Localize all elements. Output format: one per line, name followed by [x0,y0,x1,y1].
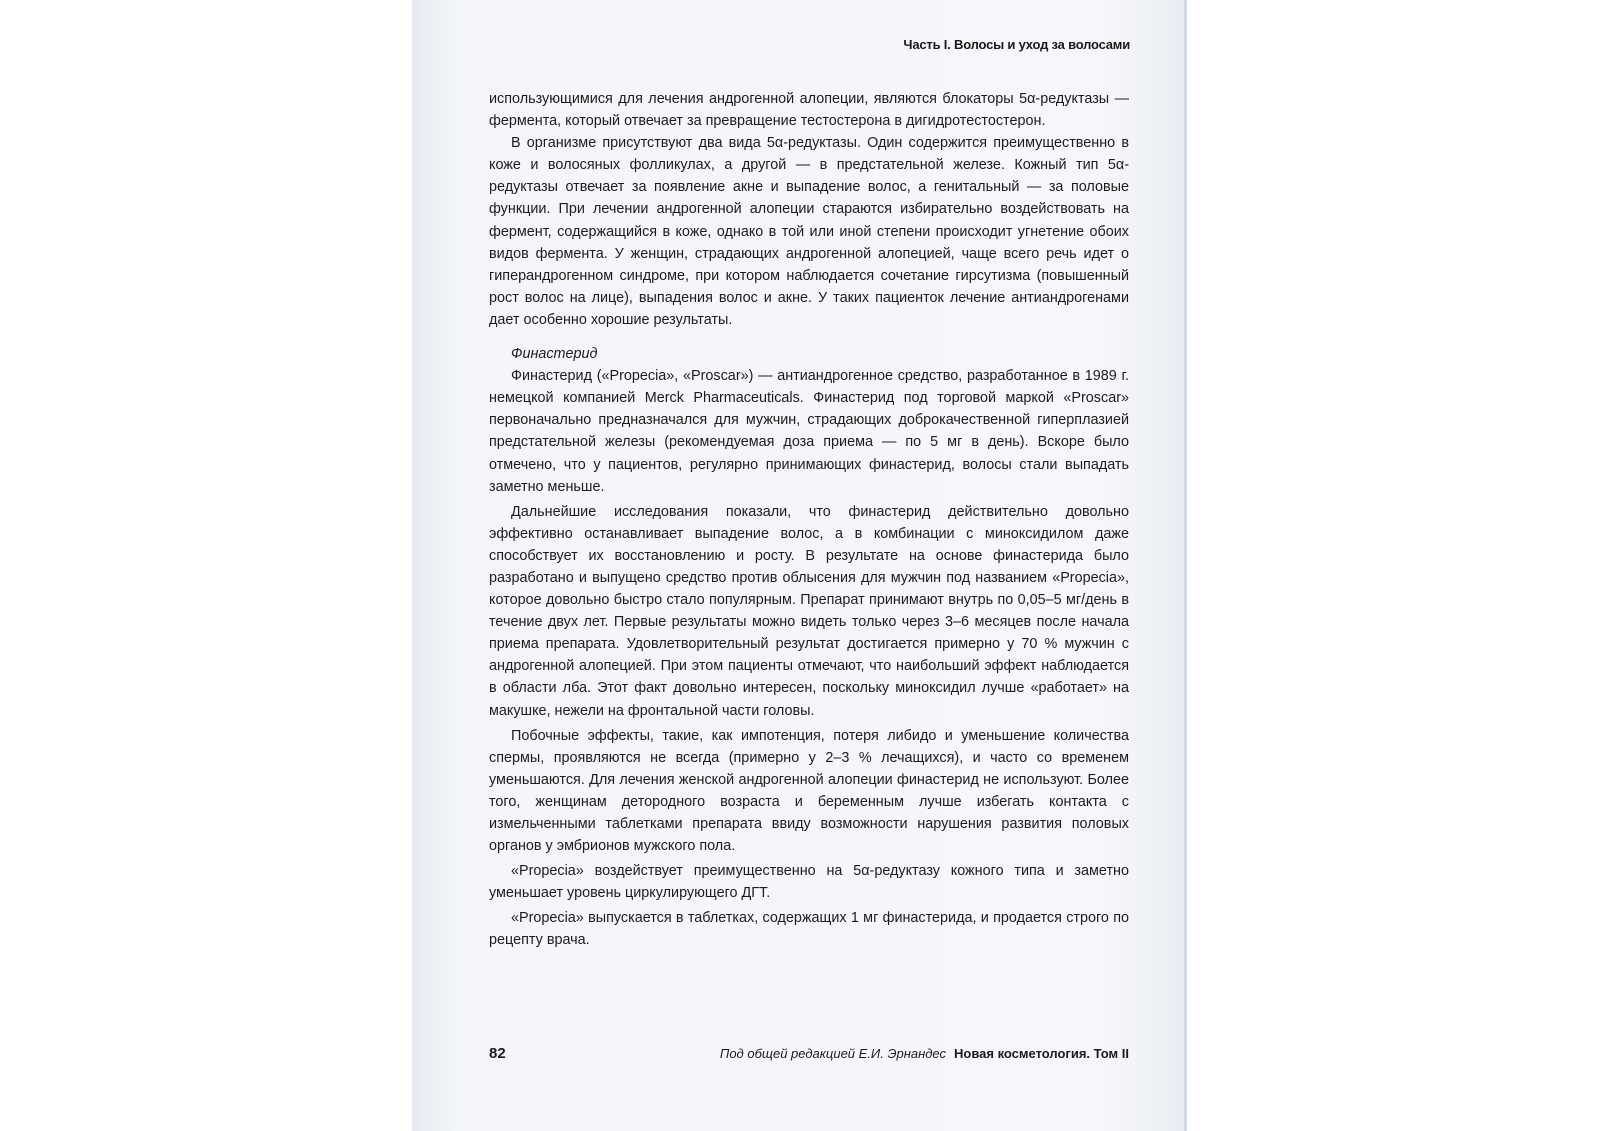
footer-citation [720,1046,1129,1061]
paragraph: «Propecia» воздействует преимущественно на 5α-редуктазу кожного типа и заметно уменьшает уровень циркулирующего ДГТ. [489,863,1129,902]
section-heading: Финастерид [511,346,598,363]
page-edge [1184,0,1187,1131]
book-title: Новая косметология. Том II [954,1046,1129,1061]
paragraph: Дальнейшие исследования показали, что финастерид действительно довольно эффективно останавливает выпадение волос, а в комбинации с миноксидилом даже способствует их восстановлению и росту. В результате на основе финастерида было разработано и выпущено средство против облысения для мужчин под названием «Propecia», которое довольно быстро стало популярным. Препарат принимают внутрь по 0,05–5 мг/день в течение двух лет. Первые результаты можно видеть только через 3–6 месяцев после начала приема препарата. Удовлетворительный результат достигается примерно у 70 % мужчин с андрогенной алопецией. При этом пациенты отмечают, что наибольший эффект наблюдается в области лба. Этот факт довольно интересен, поскольку миноксидил лучше «работает» на макушке, нежели на фронтальной части головы. [489,503,1129,719]
page-footer [489,1045,1129,1062]
paragraph: использующимися для лечения андрогенной алопеции, являются блокаторы 5α-редуктазы — фермента, который отвечает за превращение тестостерона в дигидротестостерон. [489,91,1129,130]
paragraph: Финастерид («Propecia», «Proscar») — антиандрогенное средство, разработанное в 1989 г. немецкой компанией Merck Pharmaceuticals. Финастерид под торговой маркой «Proscar» первоначально предназначался для мужчин, страдающих доброкачественной гиперплазией предстательной железы (рекомендуемая доза приема — по 5 мг в день). Вскоре было отмечено, что у пациентов, регулярно принимающих финастерид, волосы стали выпадать заметно меньше. [489,368,1129,495]
running-header: Часть I. Волосы и уход за волосами [903,37,1130,52]
paragraph: «Propecia» выпускается в таблетках, содержащих 1 мг финастерида, и продается строго по рецепту врача. [489,910,1129,949]
page-number: 82 [489,1045,506,1062]
editor-credit: Под общей редакцией Е.И. Эрнандес [719,1046,946,1061]
paragraph: В организме присутствуют два вида 5α-редуктазы. Один содержится преимущественно в коже и волосяных фолликулах, а другой — в предстательной железе. Кожный тип 5α-редуктазы отвечает за появление акне и выпадение волос, а генитальный — за половые функции. При лечении андрогенной алопеции стараются избирательно воздействовать на фермент, содержащийся в коже, однако в той или иной степени происходит угнетение обоих видов фермента. У женщин, страдающих андрогенной алопецией, чаще всего речь идет о гиперандрогенном синдроме, при котором наблюдается сочетание гирсутизма (повышенный рост волос на лице), выпадения волос и акне. У таких пациенток лечение антиандрогенами дает особенно хорошие результаты. [489,135,1129,328]
body-text [489,88,1129,952]
paragraph: Побочные эффекты, такие, как импотенция, потеря либидо и уменьшение количества спермы, проявляются не всегда (примерно у 2–3 % лечащихся), и часто со временем уменьшаются. Для лечения женской андрогенной алопеции финастерид не используют. Более того, женщинам детородного возраста и беременным лучше избегать контакта с измельченными таблетками препарата ввиду возможности нарушения развития половых органов у эмбрионов мужского пола. [489,727,1129,855]
